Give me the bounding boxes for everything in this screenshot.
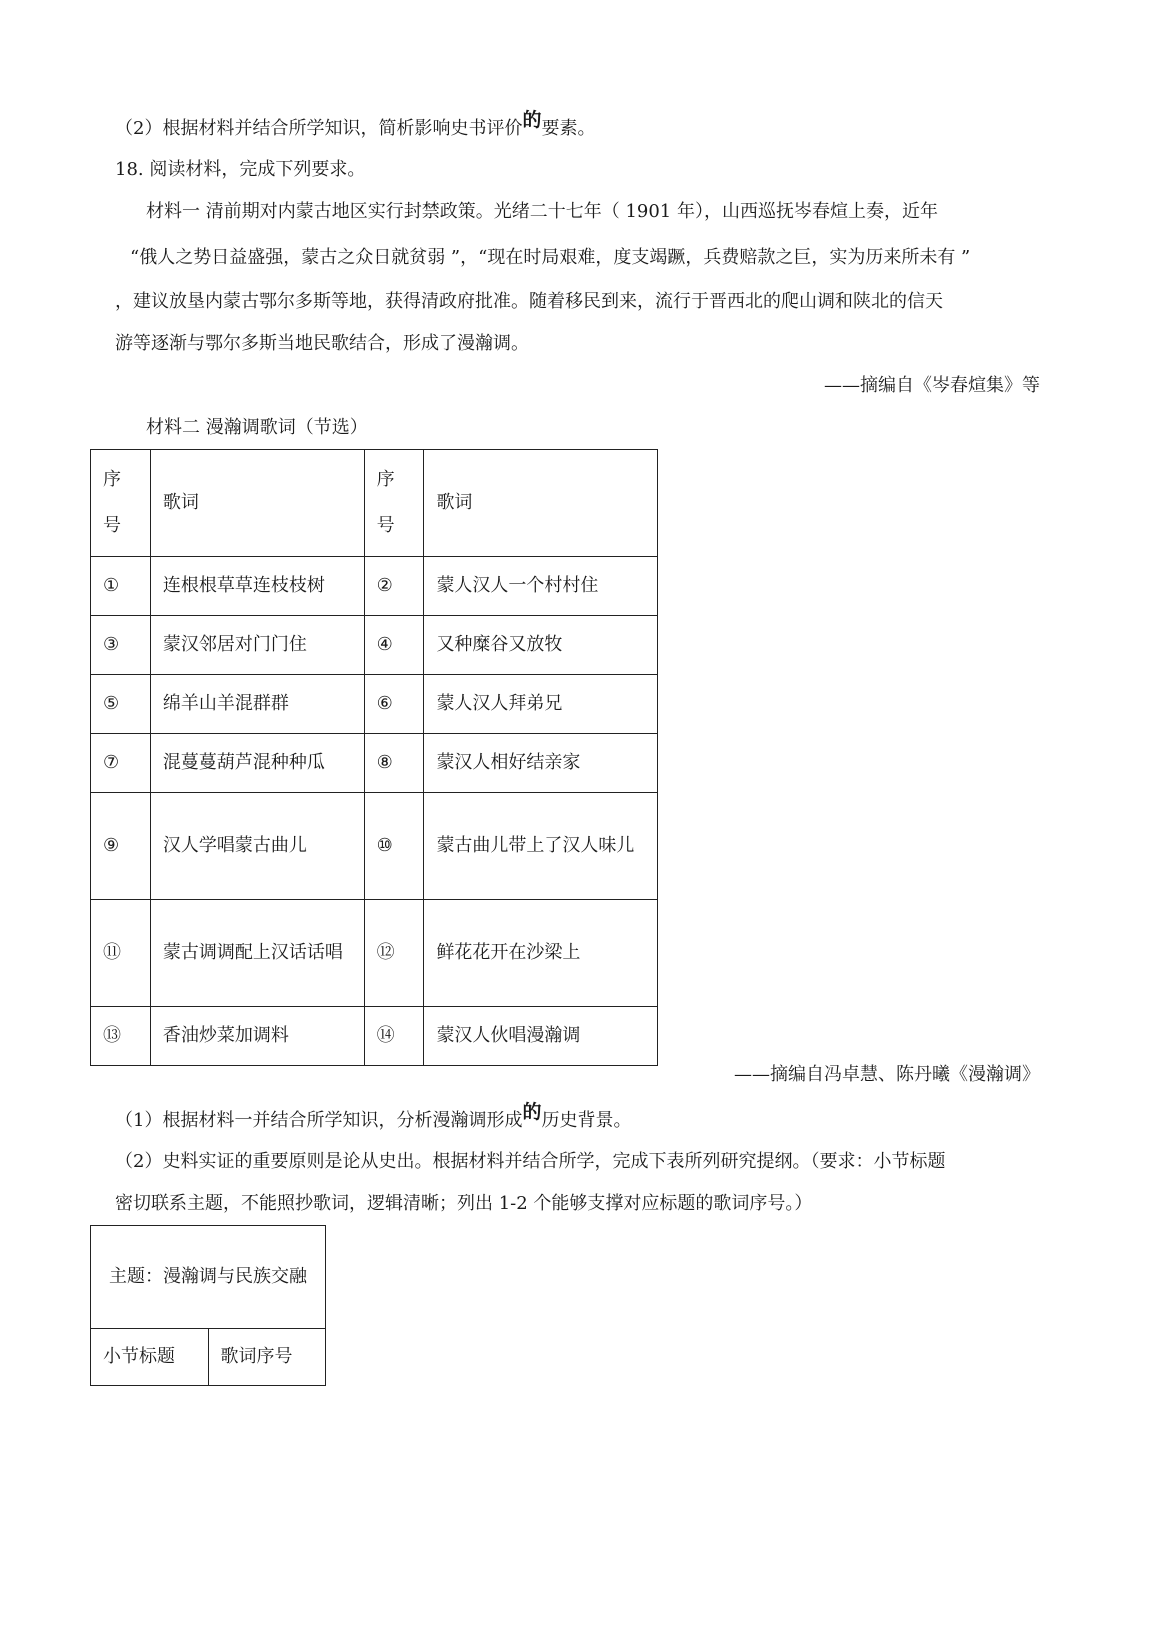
row-lyric: 蒙人汉人一个村村住 [424,557,658,616]
outline-table [90,1225,326,1386]
row-num: ⑬ [91,1007,151,1066]
table-row [91,900,658,1007]
row-num: ⑩ [364,793,424,900]
material1-source: ——摘编自《岑春煊集》等 [824,375,1040,396]
table-row [91,675,658,734]
row-num: ⑤ [91,675,151,734]
row-num: ⑭ [364,1007,424,1066]
row-lyric: 蒙汉人相好结亲家 [424,734,658,793]
row-num: ⑪ [91,900,151,1007]
material2-source: ——摘编自冯卓慧、陈丹曦《漫瀚调》 [734,1064,1040,1085]
row-lyric: 混蔓蔓葫芦混种种瓜 [150,734,364,793]
material1-line2: “俄人之势日益盛强，蒙古之众日就贫弱 ”，“现在时局艰难，度支竭蹶，兵费赔款之巨，实为历来所未有 ” [130,247,971,268]
table-row [91,616,658,675]
de-char: 的 [522,109,542,131]
outline-theme: 主题：漫瀚调与民族交融 [91,1226,326,1329]
q18-part2-line1: （2）史料实证的重要原则是论从史出。根据材料并结合所学，完成下表所列研究提纲。（要求：小节标题 [115,1151,946,1172]
header-num-1: 序号 [91,450,151,557]
table-row [91,1007,658,1066]
row-num: ⑥ [364,675,424,734]
row-num: ⑨ [91,793,151,900]
row-lyric: 绵羊山羊混群群 [150,675,364,734]
material2-title: 材料二 漫瀚调歌词（节选） [146,417,368,438]
table-row [91,734,658,793]
header-lyric-1: 歌词 [150,450,364,557]
lyrics-table [90,449,658,1066]
row-lyric: 蒙汉邻居对门门住 [150,616,364,675]
outline-col-lyric-number: 歌词序号 [208,1329,326,1386]
outline-header-row [91,1329,326,1386]
outline-theme-row [91,1226,326,1329]
row-num: ④ [364,616,424,675]
row-lyric: 连根根草草连枝枝树 [150,557,364,616]
row-num: ⑫ [364,900,424,1007]
row-lyric: 又种糜谷又放牧 [424,616,658,675]
material1-line4: 游等逐渐与鄂尔多斯当地民歌结合，形成了漫瀚调。 [115,333,529,354]
row-lyric: 蒙汉人伙唱漫瀚调 [424,1007,658,1066]
row-num: ⑦ [91,734,151,793]
q18-heading: 18. 阅读材料，完成下列要求。 [115,159,366,180]
table-row [91,557,658,616]
row-num: ③ [91,616,151,675]
row-num: ① [91,557,151,616]
material1-line3: ，建议放垦内蒙古鄂尔多斯等地，获得清政府批准。随着移民到来，流行于晋西北的爬山调和陕北的信天 [115,291,943,312]
row-lyric: 鲜花花开在沙梁上 [424,900,658,1007]
header-lyric-2: 歌词 [424,450,658,557]
row-num: ② [364,557,424,616]
q17-part2: （2）根据材料并结合所学知识，简析影响史书评价的要素。 [115,109,596,139]
de-char: 的 [522,1101,542,1123]
row-lyric: 蒙古调调配上汉话话唱 [150,900,364,1007]
table-header-row [91,450,658,557]
q18-part1: （1）根据材料一并结合所学知识，分析漫瀚调形成的历史背景。 [115,1101,632,1131]
row-lyric: 汉人学唱蒙古曲儿 [150,793,364,900]
row-lyric: 香油炒菜加调料 [150,1007,364,1066]
material1-line1: 材料一 清前期对内蒙古地区实行封禁政策。光绪二十七年（ 1901 年），山西巡抚岑春煊上奏，近年 [146,201,938,222]
row-num: ⑧ [364,734,424,793]
table-row [91,793,658,900]
outline-col-section-title: 小节标题 [91,1329,209,1386]
header-num-2: 序号 [364,450,424,557]
q18-part2-line2: 密切联系主题，不能照抄歌词，逻辑清晰；列出 1-2 个能够支撑对应标题的歌词序号。） [115,1193,813,1214]
row-lyric: 蒙人汉人拜弟兄 [424,675,658,734]
row-lyric: 蒙古曲儿带上了汉人味儿 [424,793,658,900]
